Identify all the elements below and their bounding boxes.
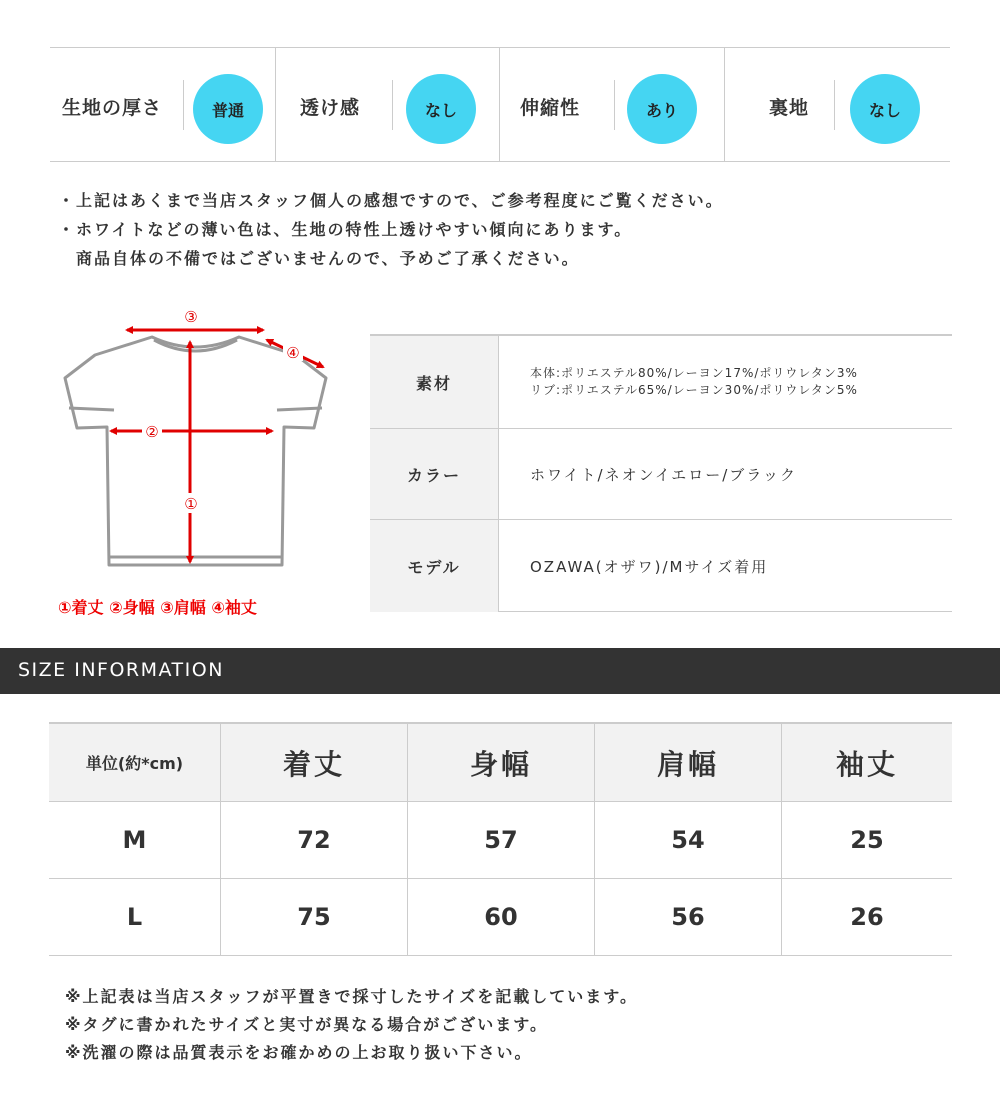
spec-key: カラー (370, 429, 499, 519)
divider (183, 80, 184, 130)
spec-table (370, 334, 952, 612)
material-line: リブ:ポリエステル65%/レーヨン30%/ポリウレタン5% (530, 383, 858, 397)
note-line: 商品自体の不備ではございませんので、予めご了承ください。 (58, 249, 580, 268)
marker-sleeve: ④ (286, 344, 300, 362)
value-cell: 54 (595, 802, 782, 879)
fabric-attributes (50, 47, 950, 162)
attr-thickness (50, 48, 274, 161)
note-line: ・ホワイトなどの薄い色は、生地の特性上透けやすい傾向にあります。 (58, 220, 633, 239)
tshirt-outline (65, 337, 326, 565)
divider (392, 80, 393, 130)
attr-stretch (499, 48, 724, 161)
attr-label: 裏地 (769, 97, 810, 119)
spec-value: OZAWA(オザワ)/Mサイズ着用 (530, 557, 769, 576)
value-cell: 60 (408, 879, 595, 956)
spec-key: モデル (370, 520, 499, 612)
measurement-legend: ①着丈 ②身幅 ③肩幅 ④袖丈 (58, 598, 257, 617)
divider (614, 80, 615, 130)
note-line: ※洗濯の際は品質表示をお確かめの上お取り扱い下さい。 (65, 1043, 533, 1062)
size-table-header (49, 723, 952, 802)
attr-label: 透け感 (300, 97, 361, 119)
attr-sheerness (275, 48, 500, 161)
unit-header: 単位(約*cm) (49, 723, 221, 802)
note-line: ・上記はあくまで当店スタッフ個人の感想ですので、ご参考程度にご覧ください。 (58, 191, 724, 210)
banner-title: SIZE INFORMATION (18, 659, 224, 681)
material-line: 本体:ポリエステル80%/レーヨン17%/ポリウレタン3% (530, 366, 858, 380)
divider (834, 80, 835, 130)
attr-label: 生地の厚さ (62, 97, 163, 119)
note-line: ※上記表は当店スタッフが平置きで採寸したサイズを記載しています。 (65, 987, 638, 1006)
size-table (49, 722, 952, 956)
column-header: 肩幅 (595, 723, 782, 802)
marker-shoulder: ③ (184, 308, 198, 326)
column-header: 袖丈 (782, 723, 953, 802)
value-cell: 56 (595, 879, 782, 956)
attr-value-badge: 普通 (193, 74, 263, 144)
table-row (49, 802, 952, 879)
value-cell: 26 (782, 879, 953, 956)
attr-lining (724, 48, 951, 161)
column-header: 身幅 (408, 723, 595, 802)
size-cell: M (49, 802, 221, 879)
value-cell: 57 (408, 802, 595, 879)
attr-value-badge: あり (627, 74, 697, 144)
size-cell: L (49, 879, 221, 956)
attr-value-badge: なし (406, 74, 476, 144)
spec-key: 素材 (370, 336, 499, 428)
disclaimer-notes (58, 186, 724, 273)
size-info-banner (0, 648, 1000, 694)
column-header: 着丈 (221, 723, 408, 802)
attr-value-badge: なし (850, 74, 920, 144)
value-cell: 25 (782, 802, 953, 879)
spec-value: ホワイト/ネオンイエロー/ブラック (530, 465, 798, 484)
value-cell: 75 (221, 879, 408, 956)
attr-label: 伸縮性 (520, 97, 581, 119)
marker-width: ② (145, 423, 159, 441)
size-notes (65, 983, 638, 1067)
spec-row-material (370, 336, 952, 428)
table-row (49, 879, 952, 956)
spec-value (530, 336, 858, 428)
spec-row-color (370, 428, 952, 519)
note-line: ※タグに書かれたサイズと実寸が異なる場合がございます。 (65, 1015, 548, 1034)
value-cell: 72 (221, 802, 408, 879)
tshirt-measurement-diagram (55, 300, 345, 590)
spec-row-model (370, 519, 952, 612)
marker-length: ① (184, 495, 198, 513)
